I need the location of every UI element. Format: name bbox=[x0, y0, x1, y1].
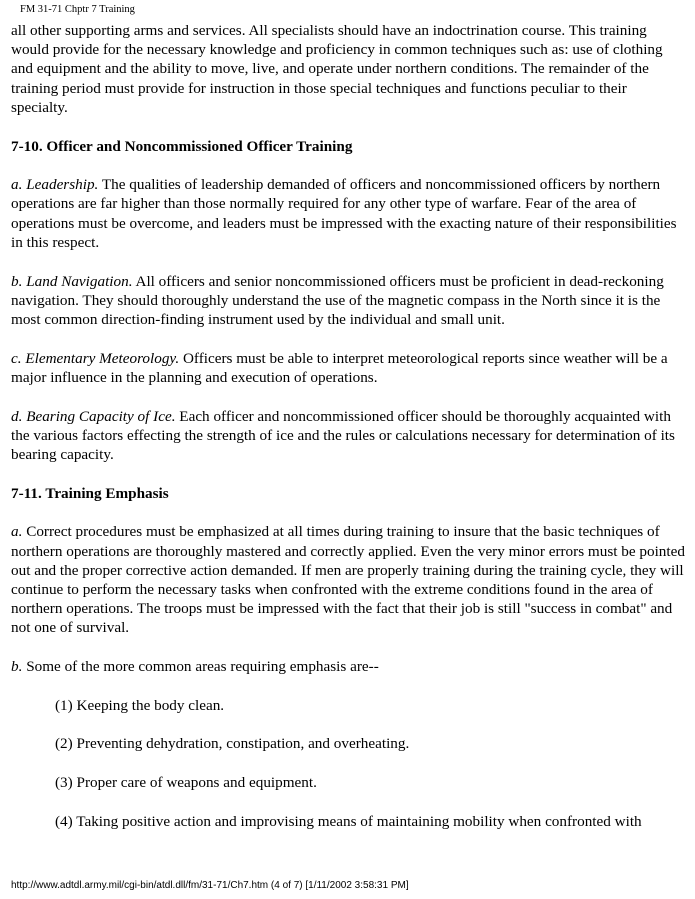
paragraph-meteorology bbox=[11, 349, 687, 387]
text-correct-procedures: Correct procedures must be emphasized at all times during training to insure that the basic techniques of northern operations are thoroughly mastered and correctly applied. Even the very minor errors must be pointed out and the proper corrective action demanded. If men are properly training during the training cycle, they will continue to perform the necessary tasks when confronted with the extreme conditions found in the area of northern operations. The troops must be impressed with the fact that their job is still "success in combat" and not one of survival. bbox=[11, 523, 685, 637]
text-emphasis-areas: Some of the more common areas requiring emphasis are-- bbox=[22, 658, 379, 676]
label-b: b. bbox=[11, 658, 23, 676]
text-leadership: The qualities of leadership demanded of officers and noncommissioned officers by northern operations are far higher than those normally required for any other type of warfare. Fear of the area of operations must be overcome, and leaders must be impressed with the exacting nature of their responsibilities in this respect. bbox=[11, 176, 677, 251]
paragraph-ice-capacity bbox=[11, 407, 687, 465]
paragraph-leadership bbox=[11, 175, 687, 252]
subheading-land-navigation: b. Land Navigation. bbox=[11, 272, 133, 290]
subheading-meteorology: c. Elementary Meteorology. bbox=[11, 349, 180, 367]
subheading-leadership: a. Leadership. bbox=[11, 176, 99, 194]
document-body bbox=[11, 21, 687, 831]
list-item: (1) Keeping the body clean. bbox=[55, 696, 225, 714]
intro-paragraph: all other supporting arms and services. All specialists should have an indoctrination course. This training would provide for the necessary knowledge and proficiency in common techniques such as: use of clothing and equipment and the ability to move, live, and operate under northern conditions. The remainder of the training period must provide for instruction in those special techniques and functions peculiar to their specialty. bbox=[11, 22, 663, 116]
list-item: (2) Preventing dehydration, constipation, and overheating. bbox=[55, 735, 410, 753]
page-footer-url: http://www.adtdl.army.mil/cgi-bin/atdl.dll/fm/31-71/Ch7.htm (4 of 7) [1/11/2002 3:58:31 PM] bbox=[11, 880, 409, 891]
text-ice-capacity: Each officer and noncommissioned officer should be thoroughly acquainted with the various factors effecting the strength of ice and the rules or calculations necessary for determination of its bearing capacity. bbox=[11, 407, 675, 463]
text-meteorology: Officers must be able to interpret meteorological reports since weather will be a major influence in the planning and execution of operations. bbox=[11, 349, 668, 386]
section-heading-7-11: 7-11. Training Emphasis bbox=[11, 484, 169, 502]
paragraph-correct-procedures bbox=[11, 522, 687, 637]
list-item: (3) Proper care of weapons and equipment. bbox=[55, 774, 317, 792]
list-item: (4) Taking positive action and improvising means of maintaining mobility when confronted with bbox=[55, 812, 642, 830]
subheading-ice-capacity: d. Bearing Capacity of Ice. bbox=[11, 407, 176, 425]
paragraph-emphasis-areas bbox=[11, 657, 687, 676]
label-a: a. bbox=[11, 523, 23, 541]
section-heading-7-10: 7-10. Officer and Noncommissioned Officer Training bbox=[11, 137, 353, 155]
text-land-navigation: All officers and senior noncommissioned officers must be proficient in dead-reckoning navigation. They should thoroughly understand the use of the magnetic compass in the North since it is the most common direction-finding instrument used by the individual and small unit. bbox=[11, 272, 664, 328]
paragraph-land-navigation bbox=[11, 272, 687, 330]
page-header: FM 31-71 Chptr 7 Training bbox=[20, 4, 135, 15]
